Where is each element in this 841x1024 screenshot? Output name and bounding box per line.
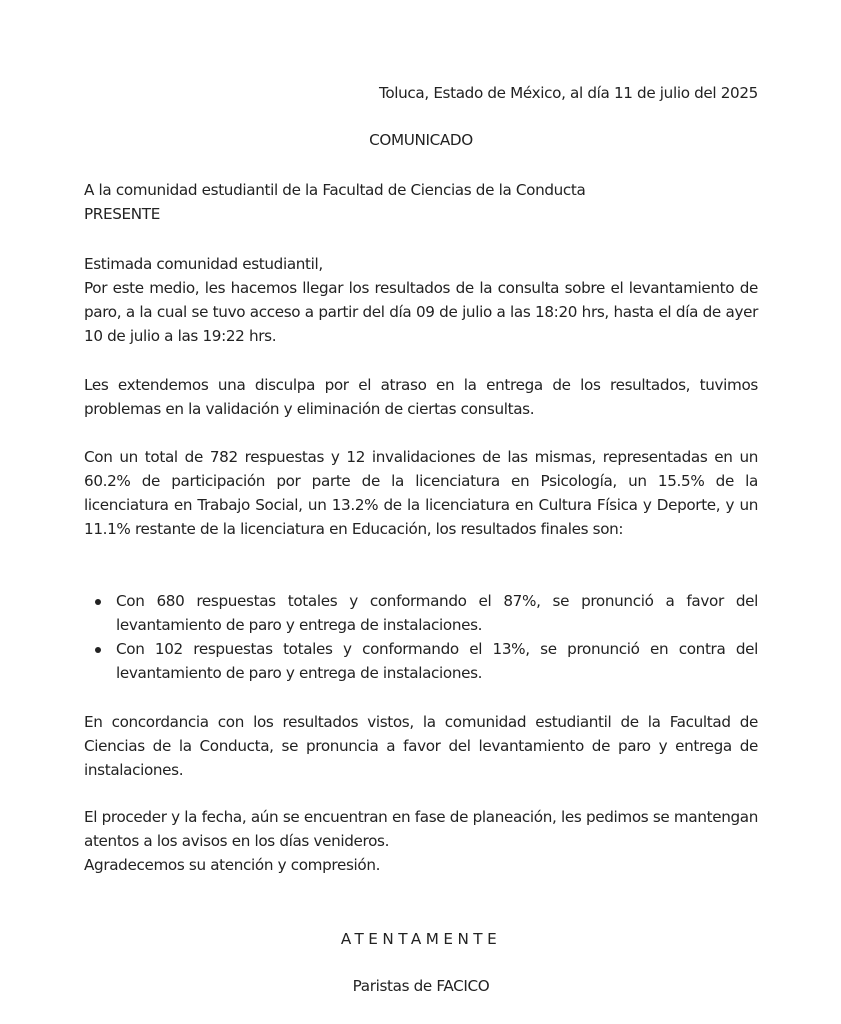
result-item-contra [84, 637, 758, 685]
result-item-favor [84, 589, 758, 637]
result-text: Con 102 respuestas totales y conformando el 13%, se pronunció en contra del levantamiento de paro y entrega de instalaciones. [116, 640, 758, 682]
date-line: Toluca, Estado de México, al día 11 de julio del 2025 [378, 84, 758, 102]
thanks-line: Agradecemos su atención y compresión. [84, 856, 381, 874]
result-text: Con 680 respuestas totales y conformando el 87%, se pronunció a favor del levantamiento de paro y entrega de instalaciones. [116, 592, 758, 634]
bullet-icon [95, 599, 101, 605]
paragraph-consulta: Por este medio, les hacemos llegar los resultados de la consulta sobre el levantamiento de paro, a la cual se tuvo acceso a partir del día 09 de julio a las 18:20 hrs, hasta el día de ayer 10 de julio a las 19:22 hrs. [84, 279, 758, 345]
signature: Paristas de FACICO [352, 977, 490, 995]
document-title: COMUNICADO [369, 131, 473, 149]
paragraph-participacion: Con un total de 782 respuestas y 12 invalidaciones de las mismas, representadas en un 60.2% de participación por parte de la licenciatura en Psicología, un 15.5% de la licenciatura en Trabajo Social, un 13.2% de la licenciatura en Cultura Física y Deporte, y un 11.1% restante de la licenciatura en Educación, los resultados finales son: [84, 448, 758, 538]
addressee-block [84, 178, 585, 226]
closing-atentamente: ATENTAMENTE [340, 930, 502, 948]
addressee-presente: PRESENTE [84, 205, 160, 223]
salutation: Estimada comunidad estudiantil, [84, 255, 323, 273]
paragraph-planeacion: El proceder y la fecha, aún se encuentran en fase de planeación, les pedimos se mantengan atentos a los avisos en los días venideros. [84, 808, 758, 850]
paragraph-disculpa: Les extendemos una disculpa por el atraso en la entrega de los resultados, tuvimos problemas en la validación y eliminación de ciertas consultas. [84, 376, 758, 418]
paragraph-concordancia: En concordancia con los resultados vistos, la comunidad estudiantil de la Facultad de Ciencias de la Conducta, se pronuncia a favor del levantamiento de paro y entrega de instalaciones. [84, 713, 758, 779]
bullet-icon [95, 647, 101, 653]
addressee-line: A la comunidad estudiantil de la Facultad de Ciencias de la Conducta [84, 181, 586, 199]
final-section [84, 805, 758, 877]
intro-section [84, 252, 758, 348]
results-list [84, 589, 758, 685]
